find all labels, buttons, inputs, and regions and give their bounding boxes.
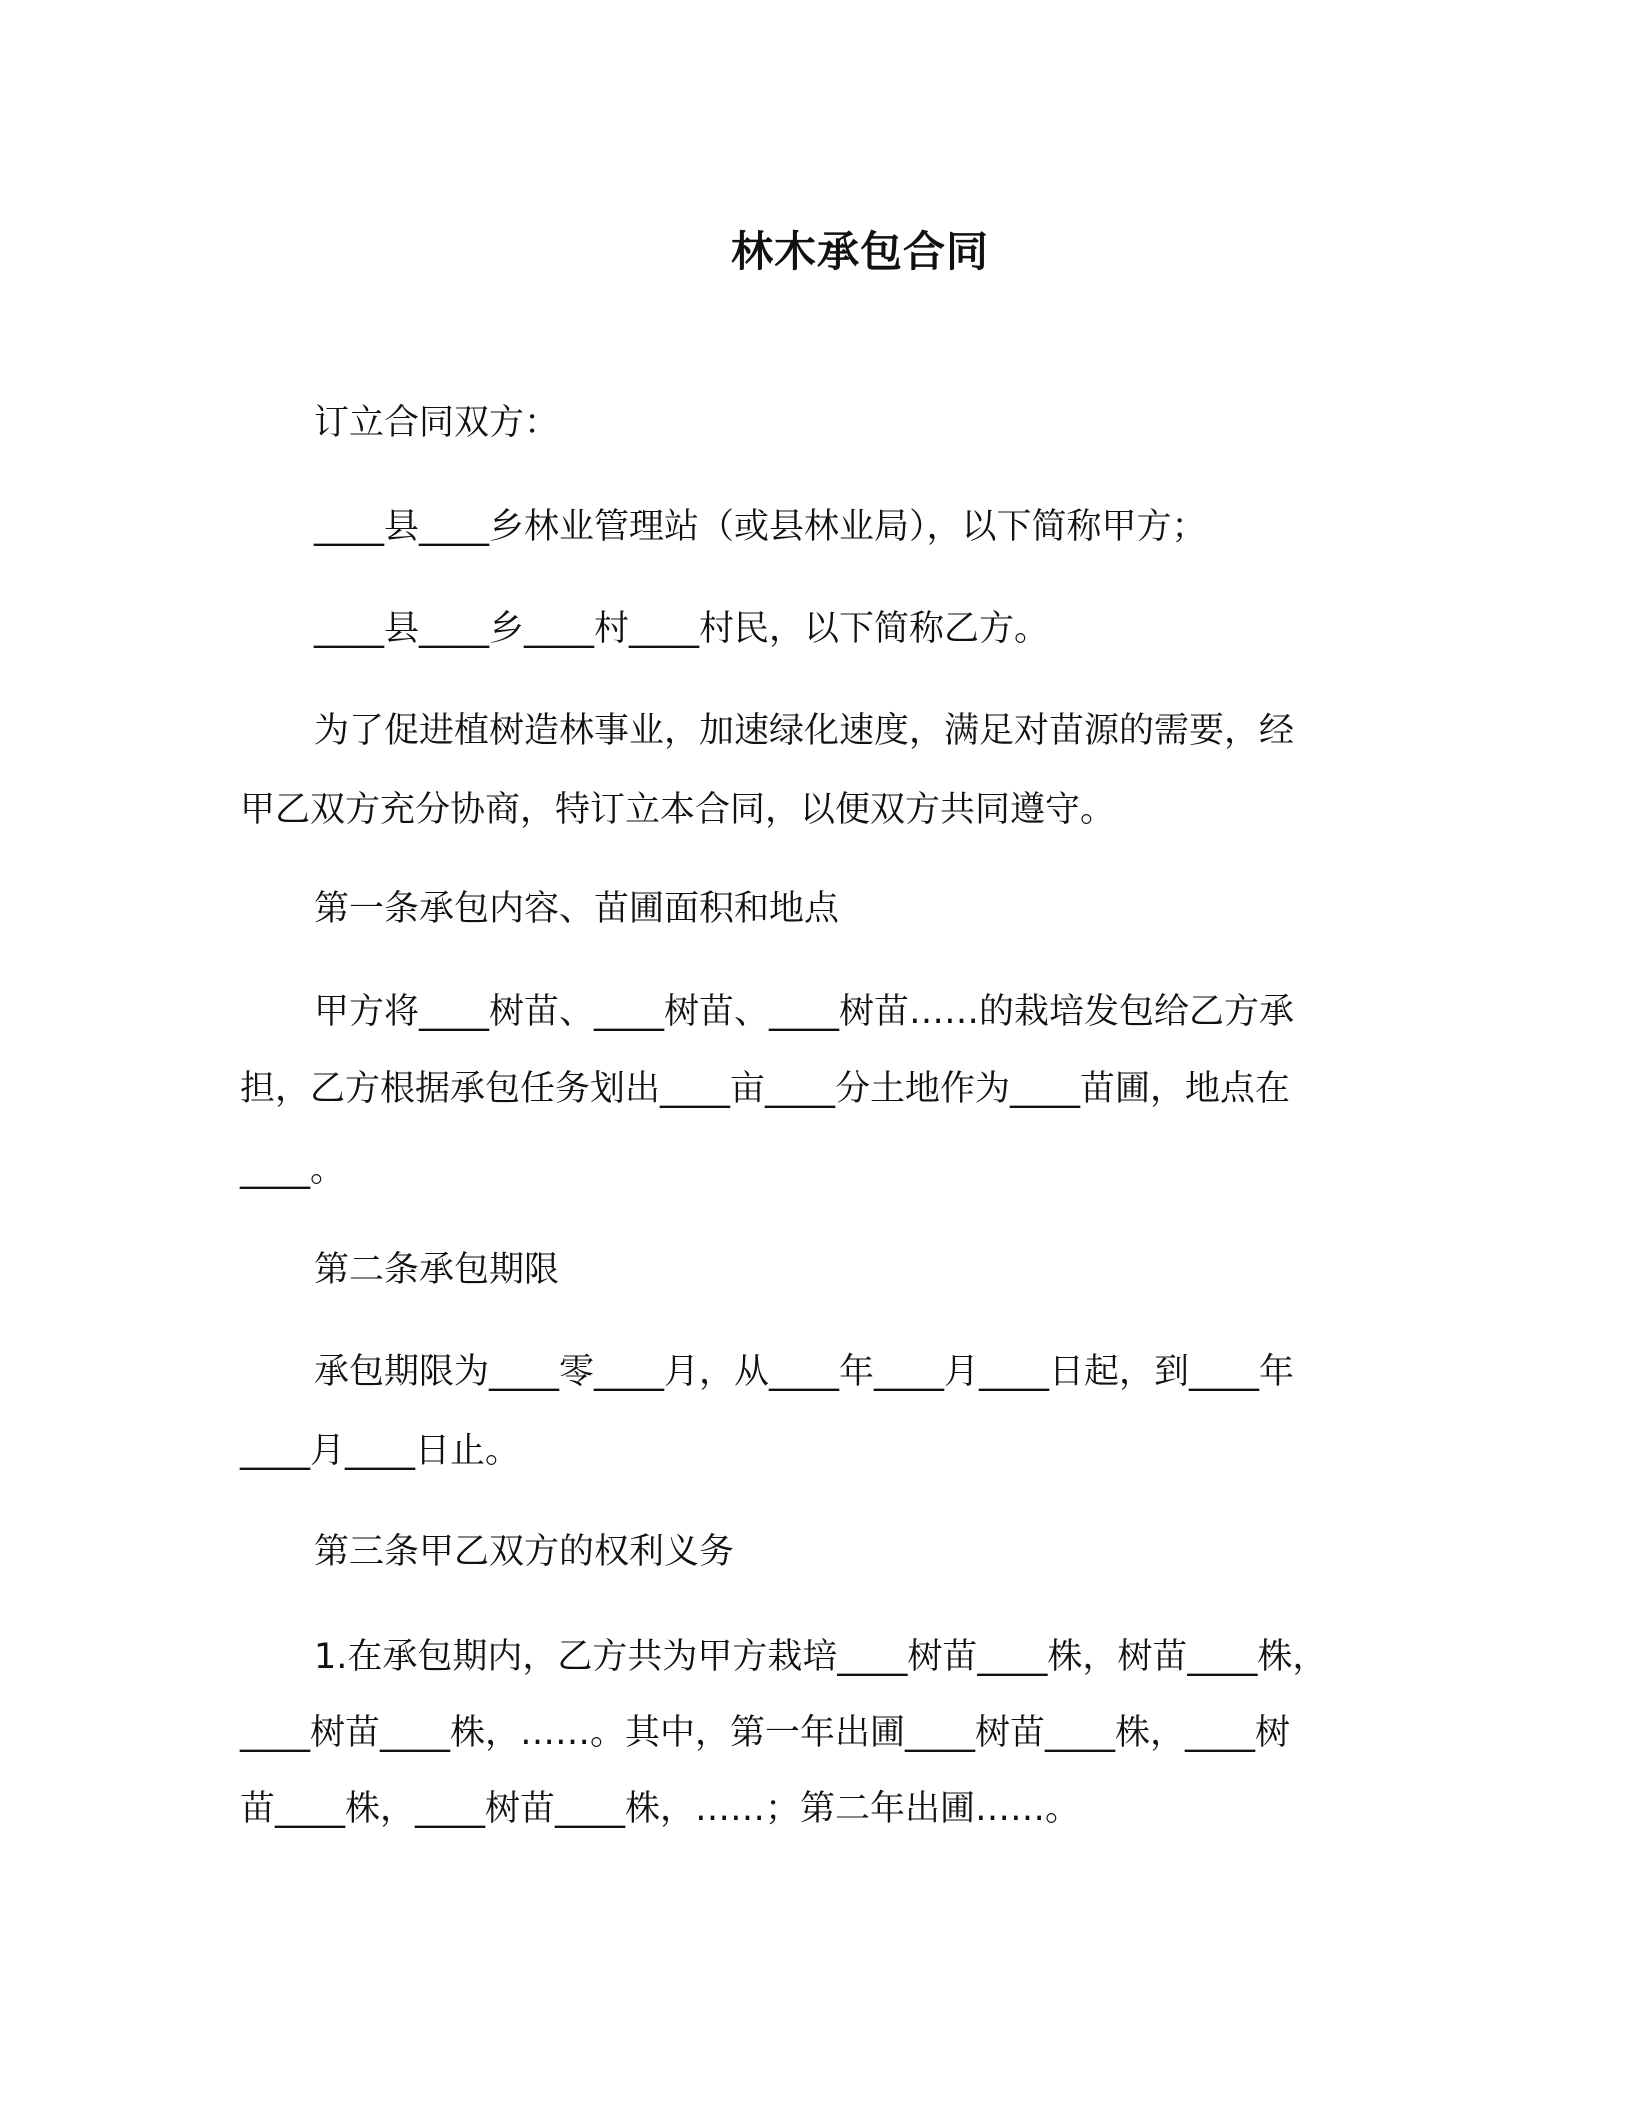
article-2-line-2: ____月____日止。 xyxy=(240,1431,521,1471)
paragraph-parties-heading: 订立合同双方： xyxy=(314,403,560,443)
article-3-item-1-line-2: ____树苗____株，……。其中，第一年出圃____树苗____株，____树 xyxy=(240,1713,1291,1753)
article-1-line-1: 甲方将____树苗、____树苗、____树苗……的栽培发包给乙方承 xyxy=(314,992,1295,1032)
article-2-line-1: 承包期限为____零____月，从____年____月____日起，到____年 xyxy=(314,1352,1295,1392)
article-3-heading: 第三条甲乙双方的权利义务 xyxy=(314,1532,735,1572)
paragraph-purpose-line-2: 甲乙双方充分协商，特订立本合同，以便双方共同遵守。 xyxy=(240,790,1116,830)
article-1-heading: 第一条承包内容、苗圃面积和地点 xyxy=(314,889,840,929)
paragraph-purpose-line-1: 为了促进植树造林事业，加速绿化速度，满足对苗源的需要，经 xyxy=(314,711,1295,751)
article-3-item-1-line-1: 1.在承包期内，乙方共为甲方栽培____树苗____株，树苗____株， xyxy=(314,1637,1328,1677)
document-title: 林木承包合同 xyxy=(730,227,989,276)
article-2-heading: 第二条承包期限 xyxy=(314,1250,560,1290)
article-1-line-3: ____。 xyxy=(240,1150,346,1190)
paragraph-party-a: ____县____乡林业管理站（或县林业局），以下简称甲方； xyxy=(314,507,1207,547)
article-1-line-2: 担，乙方根据承包任务划出____亩____分土地作为____苗圃，地点在 xyxy=(240,1069,1291,1109)
article-3-item-1-line-3: 苗____株，____树苗____株，……；第二年出圃……。 xyxy=(240,1789,1081,1829)
paragraph-party-b: ____县____乡____村____村民，以下简称乙方。 xyxy=(314,609,1050,649)
